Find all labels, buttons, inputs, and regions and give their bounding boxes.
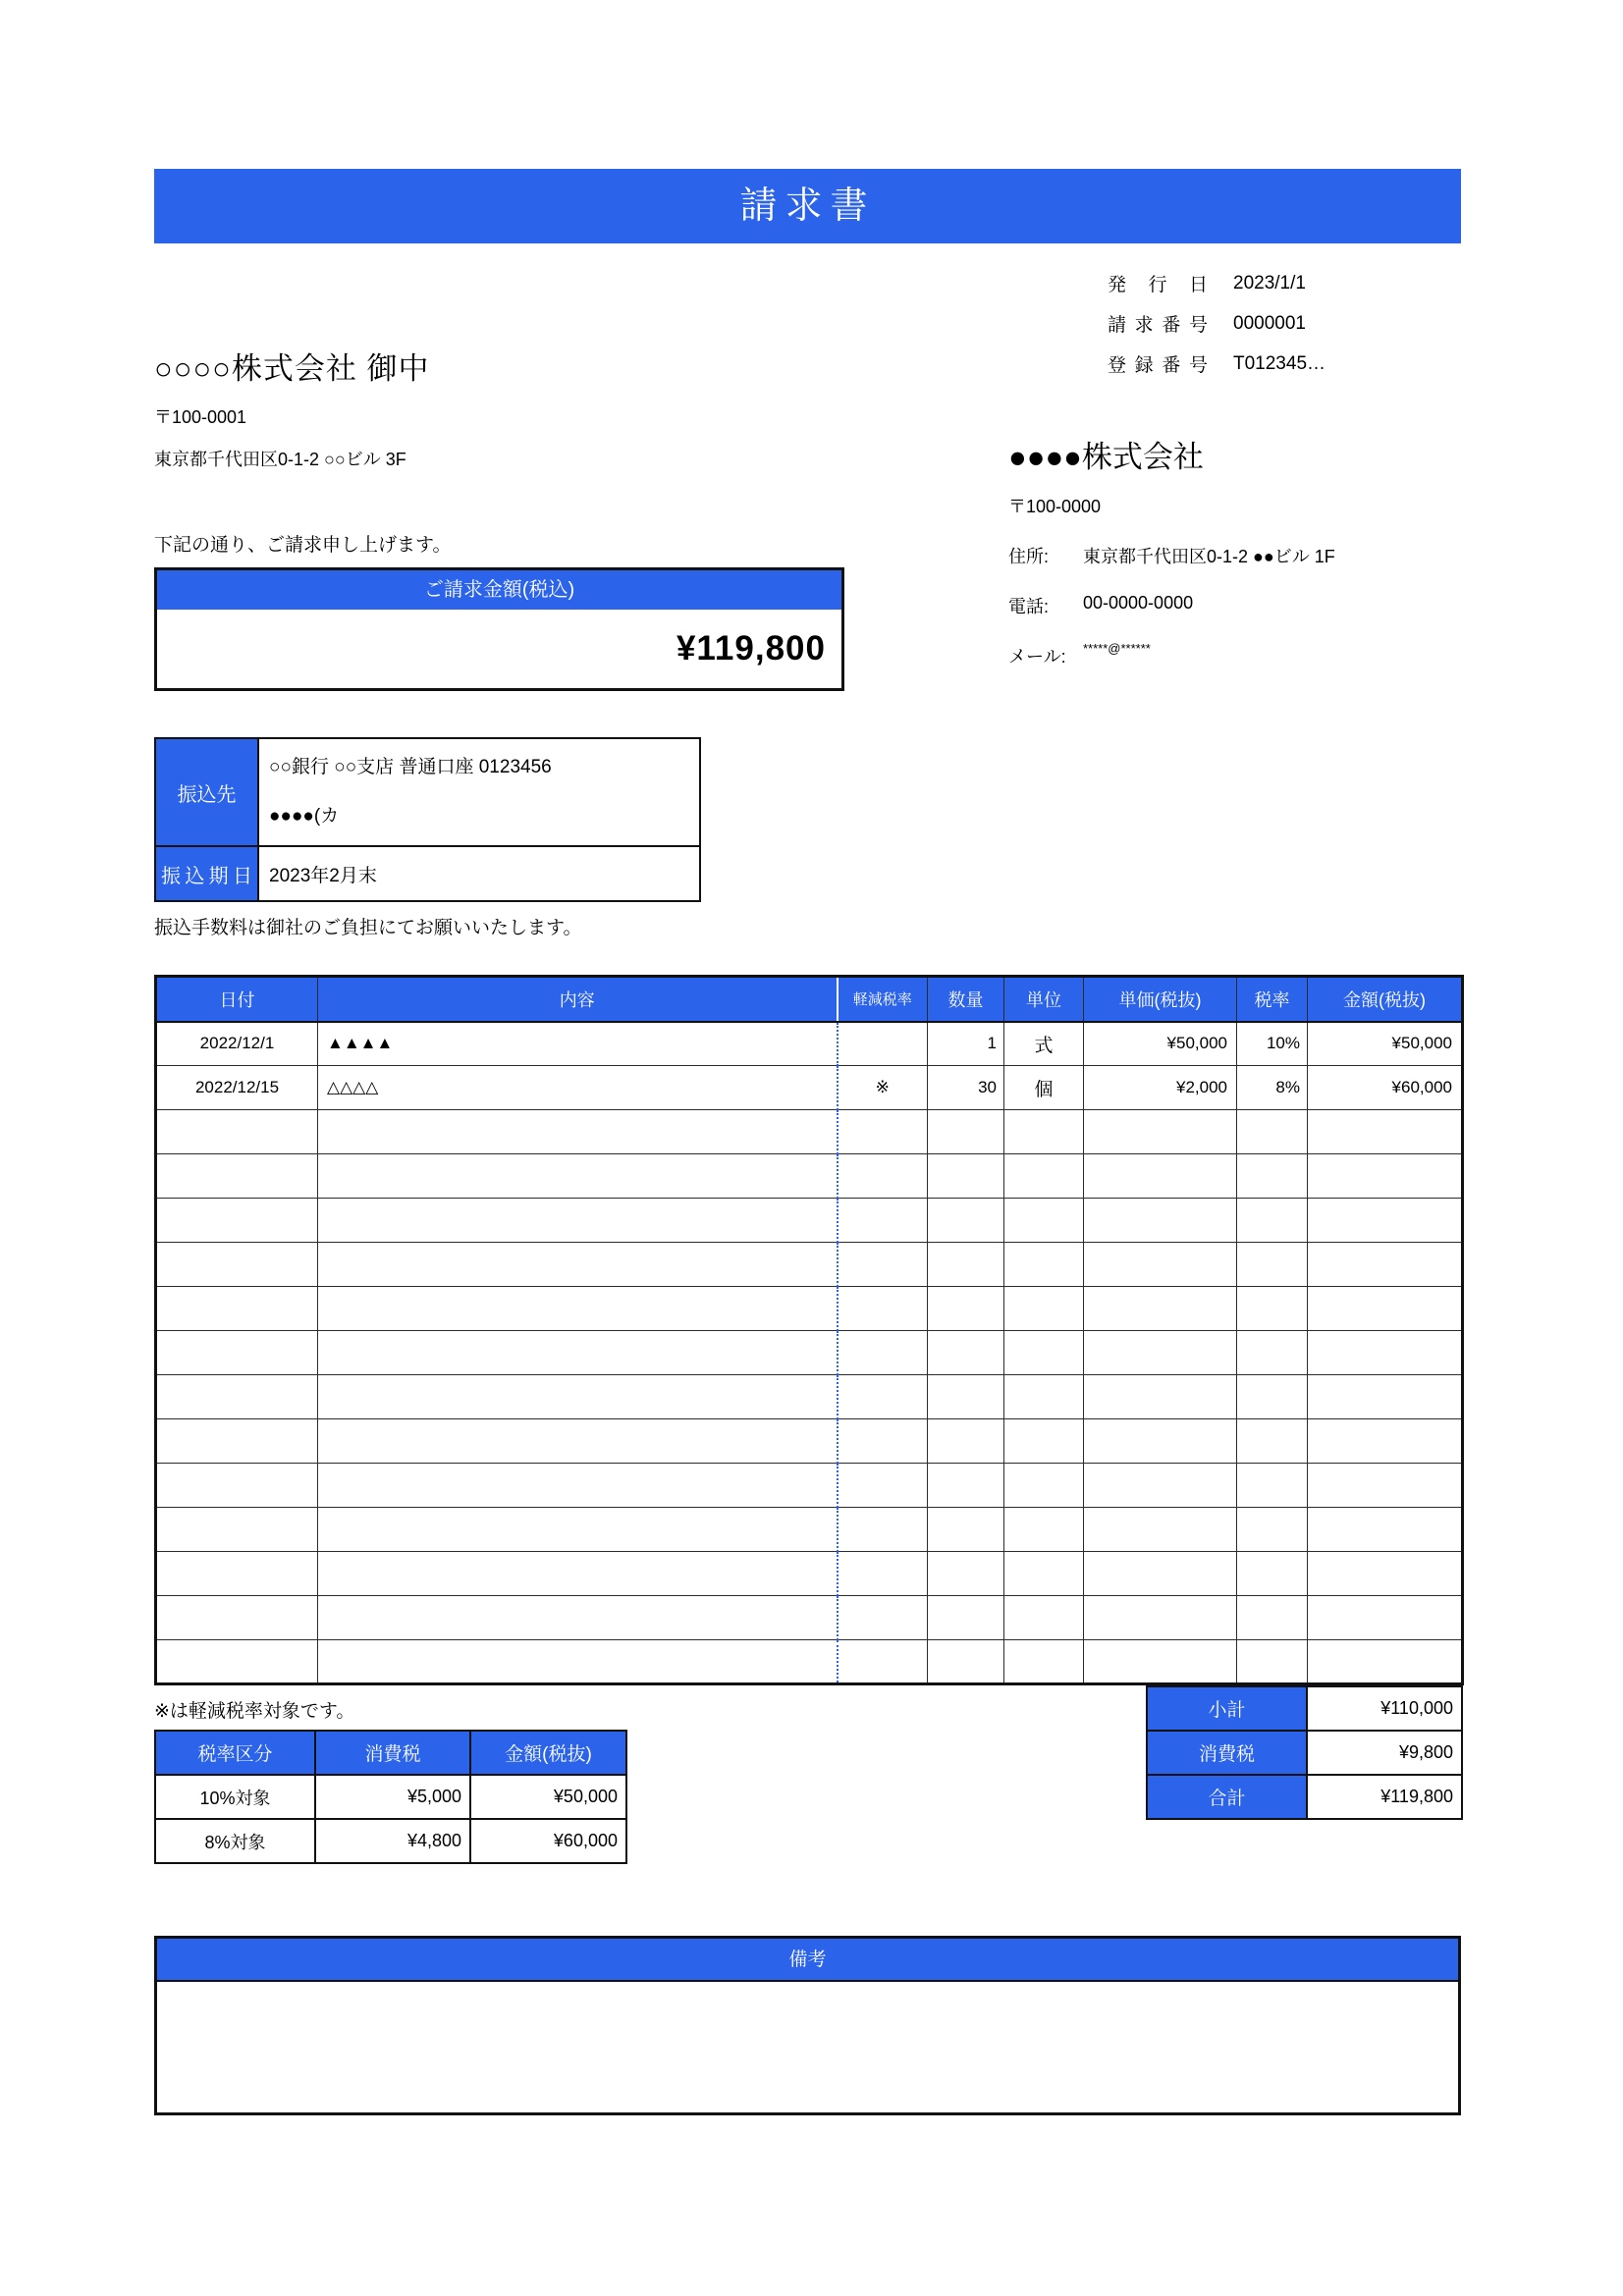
issuer-phone-value: 00-0000-0000 xyxy=(1083,593,1194,613)
item-tax-rate: 10% xyxy=(1237,1022,1308,1066)
item-row-empty xyxy=(156,1199,1463,1243)
issuer-block xyxy=(1008,432,1335,668)
tax-amount: ¥50,000 xyxy=(470,1775,626,1819)
item-row-empty xyxy=(156,1508,1463,1552)
item-description: △△△△ xyxy=(318,1066,838,1110)
invoice-number-value: 0000001 xyxy=(1233,312,1306,334)
meta-issue-date xyxy=(1108,263,1325,303)
tax-header-row xyxy=(155,1731,626,1775)
meta-invoice-number xyxy=(1108,303,1325,344)
registration-number-label: 登録番号 xyxy=(1108,355,1208,376)
bank-label-cell: 振込先 xyxy=(155,738,258,846)
item-row xyxy=(156,1066,1463,1110)
bank-account-line2: ●●●●(カ xyxy=(269,806,340,827)
amount-total: ¥119,800 xyxy=(676,629,826,667)
line-items-table xyxy=(154,975,1464,1685)
issue-date-label: 発行日 xyxy=(1108,275,1208,295)
bill-to-address: 東京都千代田区0-1-2 ○○ビル 3F xyxy=(154,450,406,469)
tax-category: 10%対象 xyxy=(155,1775,315,1819)
item-row-empty xyxy=(156,1552,1463,1596)
item-unit: 個 xyxy=(1004,1066,1084,1110)
totals-table xyxy=(1146,1685,1463,1820)
invoice-meta xyxy=(1108,263,1325,384)
issuer-phone-label: 電話: xyxy=(1008,597,1050,616)
issuer-address-value: 東京都千代田区0-1-2 ●●ビル 1F xyxy=(1083,547,1335,566)
registration-number-value: T012345… xyxy=(1233,352,1326,374)
bank-due-value-cell: 2023年2月末 xyxy=(258,846,700,901)
item-reduced-tax-mark: ※ xyxy=(838,1066,928,1110)
subtotal-value: ¥110,000 xyxy=(1307,1686,1462,1731)
issuer-phone-row xyxy=(1008,593,1335,618)
tax-total-row xyxy=(1147,1731,1462,1775)
item-row-empty xyxy=(156,1464,1463,1508)
bank-due-row xyxy=(155,846,700,901)
item-row-empty xyxy=(156,1154,1463,1199)
issuer-address-label: 住所: xyxy=(1008,547,1050,566)
tax-col-category: 税率区分 xyxy=(155,1731,315,1775)
item-quantity: 30 xyxy=(928,1066,1004,1110)
tax-col-consumption-tax: 消費税 xyxy=(315,1731,470,1775)
subtotal-row xyxy=(1147,1686,1462,1731)
item-date: 2022/12/15 xyxy=(156,1066,318,1110)
invoice-title: 請求書 xyxy=(154,169,1461,243)
tax-consumption: ¥4,800 xyxy=(315,1819,470,1863)
issuer-email-label: メール: xyxy=(1008,647,1066,667)
amount-box-header: ご請求金額(税込) xyxy=(157,570,841,610)
bank-due-label-cell: 振込期日 xyxy=(155,846,258,901)
reduced-tax-note: ※は軽減税率対象です。 xyxy=(154,1701,355,1722)
issuer-email-value: *****@****** xyxy=(1083,641,1151,656)
item-row-empty xyxy=(156,1287,1463,1331)
col-header-unit-price: 単価(税抜) xyxy=(1084,977,1237,1022)
intro-text: 下記の通り、ご請求申し上げます。 xyxy=(154,535,452,556)
bank-transfer-table xyxy=(154,737,701,902)
col-header-description: 内容 xyxy=(318,977,838,1022)
subtotal-label: 小計 xyxy=(1147,1686,1307,1731)
col-header-unit: 単位 xyxy=(1004,977,1084,1022)
item-tax-rate: 8% xyxy=(1237,1066,1308,1110)
bill-to-block xyxy=(154,344,430,471)
item-row-empty xyxy=(156,1596,1463,1640)
remarks-box xyxy=(154,1936,1461,2115)
item-amount: ¥50,000 xyxy=(1308,1022,1463,1066)
issuer-name: ●●●●株式会社 xyxy=(1008,440,1204,474)
remarks-header: 備考 xyxy=(157,1939,1458,1982)
tax-total-value: ¥9,800 xyxy=(1307,1731,1462,1775)
tax-col-amount: 金額(税抜) xyxy=(470,1731,626,1775)
item-row xyxy=(156,1022,1463,1066)
item-row-empty xyxy=(156,1640,1463,1684)
item-row-empty xyxy=(156,1110,1463,1154)
item-row-empty xyxy=(156,1419,1463,1464)
bank-account-line1: ○○銀行 ○○支店 普通口座 0123456 xyxy=(269,757,552,777)
invoice-number-label: 請求番号 xyxy=(1108,315,1208,336)
grand-total-value: ¥119,800 xyxy=(1307,1775,1462,1819)
tax-row-10pct xyxy=(155,1775,626,1819)
item-row-empty xyxy=(156,1331,1463,1375)
issuer-address-row xyxy=(1008,543,1335,568)
item-reduced-tax-mark xyxy=(838,1022,928,1066)
item-unit: 式 xyxy=(1004,1022,1084,1066)
tax-category: 8%対象 xyxy=(155,1819,315,1863)
col-header-date: 日付 xyxy=(156,977,318,1022)
grand-total-row xyxy=(1147,1775,1462,1819)
bank-account-row xyxy=(155,738,700,846)
item-row-empty xyxy=(156,1375,1463,1419)
bank-fee-note: 振込手数料は御社のご負担にてお願いいたします。 xyxy=(154,918,582,938)
issuer-postal: 〒100-0000 xyxy=(1008,497,1102,516)
tax-consumption: ¥5,000 xyxy=(315,1775,470,1819)
item-row-empty xyxy=(156,1243,1463,1287)
col-header-quantity: 数量 xyxy=(928,977,1004,1022)
col-header-amount: 金額(税抜) xyxy=(1308,977,1463,1022)
item-unit-price: ¥2,000 xyxy=(1084,1066,1237,1110)
amount-box xyxy=(154,567,844,691)
grand-total-label: 合計 xyxy=(1147,1775,1307,1819)
item-quantity: 1 xyxy=(928,1022,1004,1066)
bill-to-name: ○○○○株式会社 御中 xyxy=(154,351,430,386)
tax-row-8pct xyxy=(155,1819,626,1863)
tax-total-label: 消費税 xyxy=(1147,1731,1307,1775)
item-description: ▲▲▲▲ xyxy=(318,1022,838,1066)
tax-breakdown-table xyxy=(154,1730,627,1864)
item-amount: ¥60,000 xyxy=(1308,1066,1463,1110)
remarks-body xyxy=(157,1982,1458,2112)
items-header-row xyxy=(156,977,1463,1022)
issuer-email-row xyxy=(1008,643,1335,668)
meta-registration-number xyxy=(1108,344,1325,384)
col-header-reduced-tax: 軽減税率 xyxy=(838,977,928,1022)
bill-to-postal: 〒100-0001 xyxy=(154,407,247,427)
item-date: 2022/12/1 xyxy=(156,1022,318,1066)
col-header-tax-rate: 税率 xyxy=(1237,977,1308,1022)
issue-date-value: 2023/1/1 xyxy=(1233,272,1306,294)
bank-account-cell xyxy=(258,738,700,846)
item-unit-price: ¥50,000 xyxy=(1084,1022,1237,1066)
tax-amount: ¥60,000 xyxy=(470,1819,626,1863)
